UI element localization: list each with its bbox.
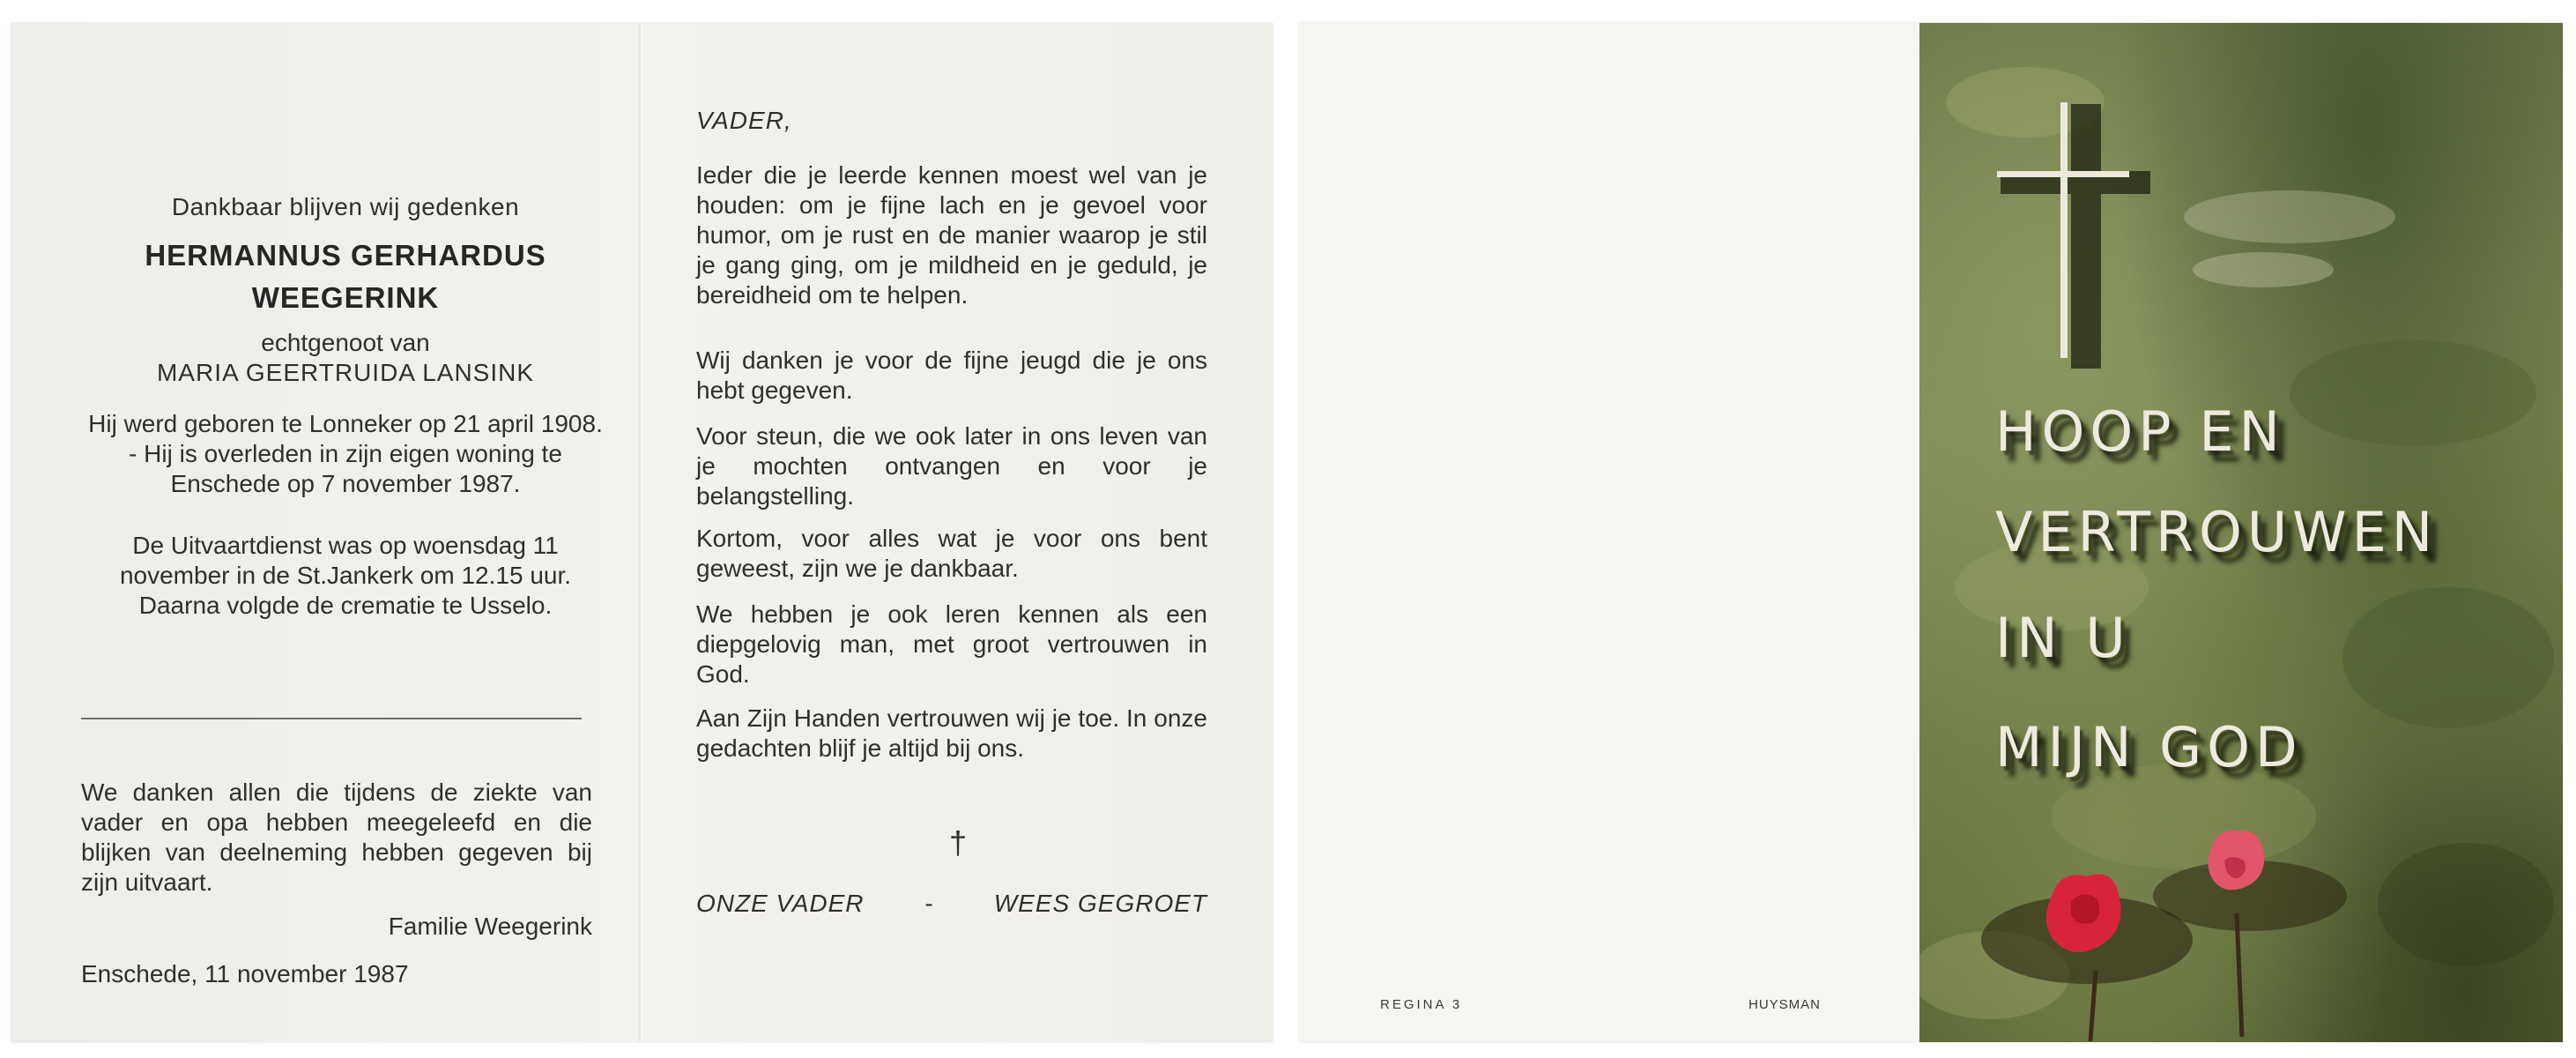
divider: [81, 718, 582, 719]
cross-icon: [1997, 102, 2129, 358]
poem-paragraph: Voor steun, die we ook later in ons leven van je mochten ontvangen en voor je belangstelling.: [696, 422, 1207, 510]
poem-paragraph: Ieder die je leerde kennen moest wel van je houden: om je fijne lach en je gevoel voor humor, om je rust en de manier waarop je stil je gang ging, om je mildheid en je geduld, je bereidheid om te helpen.: [696, 161, 1207, 309]
prayer-separator: -: [924, 890, 934, 917]
cover-line-2: VERTROUWEN: [1995, 500, 2439, 564]
printer-label: HUYSMAN: [1748, 997, 1822, 1012]
name-line-2: WEEGERINK: [251, 281, 440, 314]
deceased-name: [81, 235, 610, 319]
prayer-our-father: ONZE VADER: [696, 890, 865, 917]
outside-card: [1299, 23, 2563, 1042]
funeral-text: De Uitvaartdienst was op woensdag 11 november in de St.Jankerk om 12.15 uur. Daarna volgde de crematie te Usselo.: [119, 532, 572, 619]
series-label: REGINA 3: [1380, 997, 1463, 1012]
cover-line-3: IN U: [1995, 606, 2131, 670]
birth-death-text: Hij werd geboren te Lonneker op 21 april 1908. - Hij is overleden in zijn eigen woning te Enschede op 7 november 1987.: [88, 410, 603, 497]
place-date: Enschede, 11 november 1987: [81, 960, 409, 987]
poem-paragraph: Kortom, voor alles wat je voor ons bent geweest, zijn we je dankbaar.: [696, 525, 1207, 582]
inside-left-page: [11, 23, 638, 1042]
cross-icon: †: [948, 824, 968, 861]
poem-paragraph: Wij danken je voor de fijne jeugd die je ons hebt gegeven.: [696, 346, 1207, 404]
intro-line: Dankbaar blijven wij gedenken: [171, 193, 520, 220]
prayers-line: [696, 889, 1207, 919]
vader-heading: VADER,: [696, 107, 792, 134]
spouse-label: echtgenoot van: [261, 329, 430, 356]
family-signature: Familie Weegerink: [388, 913, 592, 940]
poem-paragraph: Aan Zijn Handen vertrouwen wij je toe. In onze gedachten blijf je altijd bij ons.: [696, 704, 1207, 762]
cross-shadow: [2001, 104, 2150, 369]
name-line-1: HERMANNUS GERHARDUS: [145, 239, 546, 272]
inside-right-page: [643, 23, 1273, 1042]
thanks-text: We danken allen die tijdens de ziekte van vader en opa hebben meegeleefd en die blijken van deelneming hebben gegeven bij zijn uitvaart.: [81, 779, 592, 896]
cover-photo: [1919, 23, 2563, 1042]
cover-line-4: MIJN GOD: [1995, 715, 2303, 779]
cover-line-1: HOOP EN: [1995, 399, 2285, 464]
inside-card: [11, 23, 1273, 1042]
poem-paragraph: We hebben je ook leren kennen als een diepgelovig man, met groot vertrouwen in God.: [696, 600, 1207, 688]
spouse-name: MARIA GEERTRUIDA LANSINK: [156, 359, 535, 386]
back-page: [1299, 23, 1919, 1042]
prayer-hail-mary: WEES GEGROET: [993, 890, 1207, 917]
